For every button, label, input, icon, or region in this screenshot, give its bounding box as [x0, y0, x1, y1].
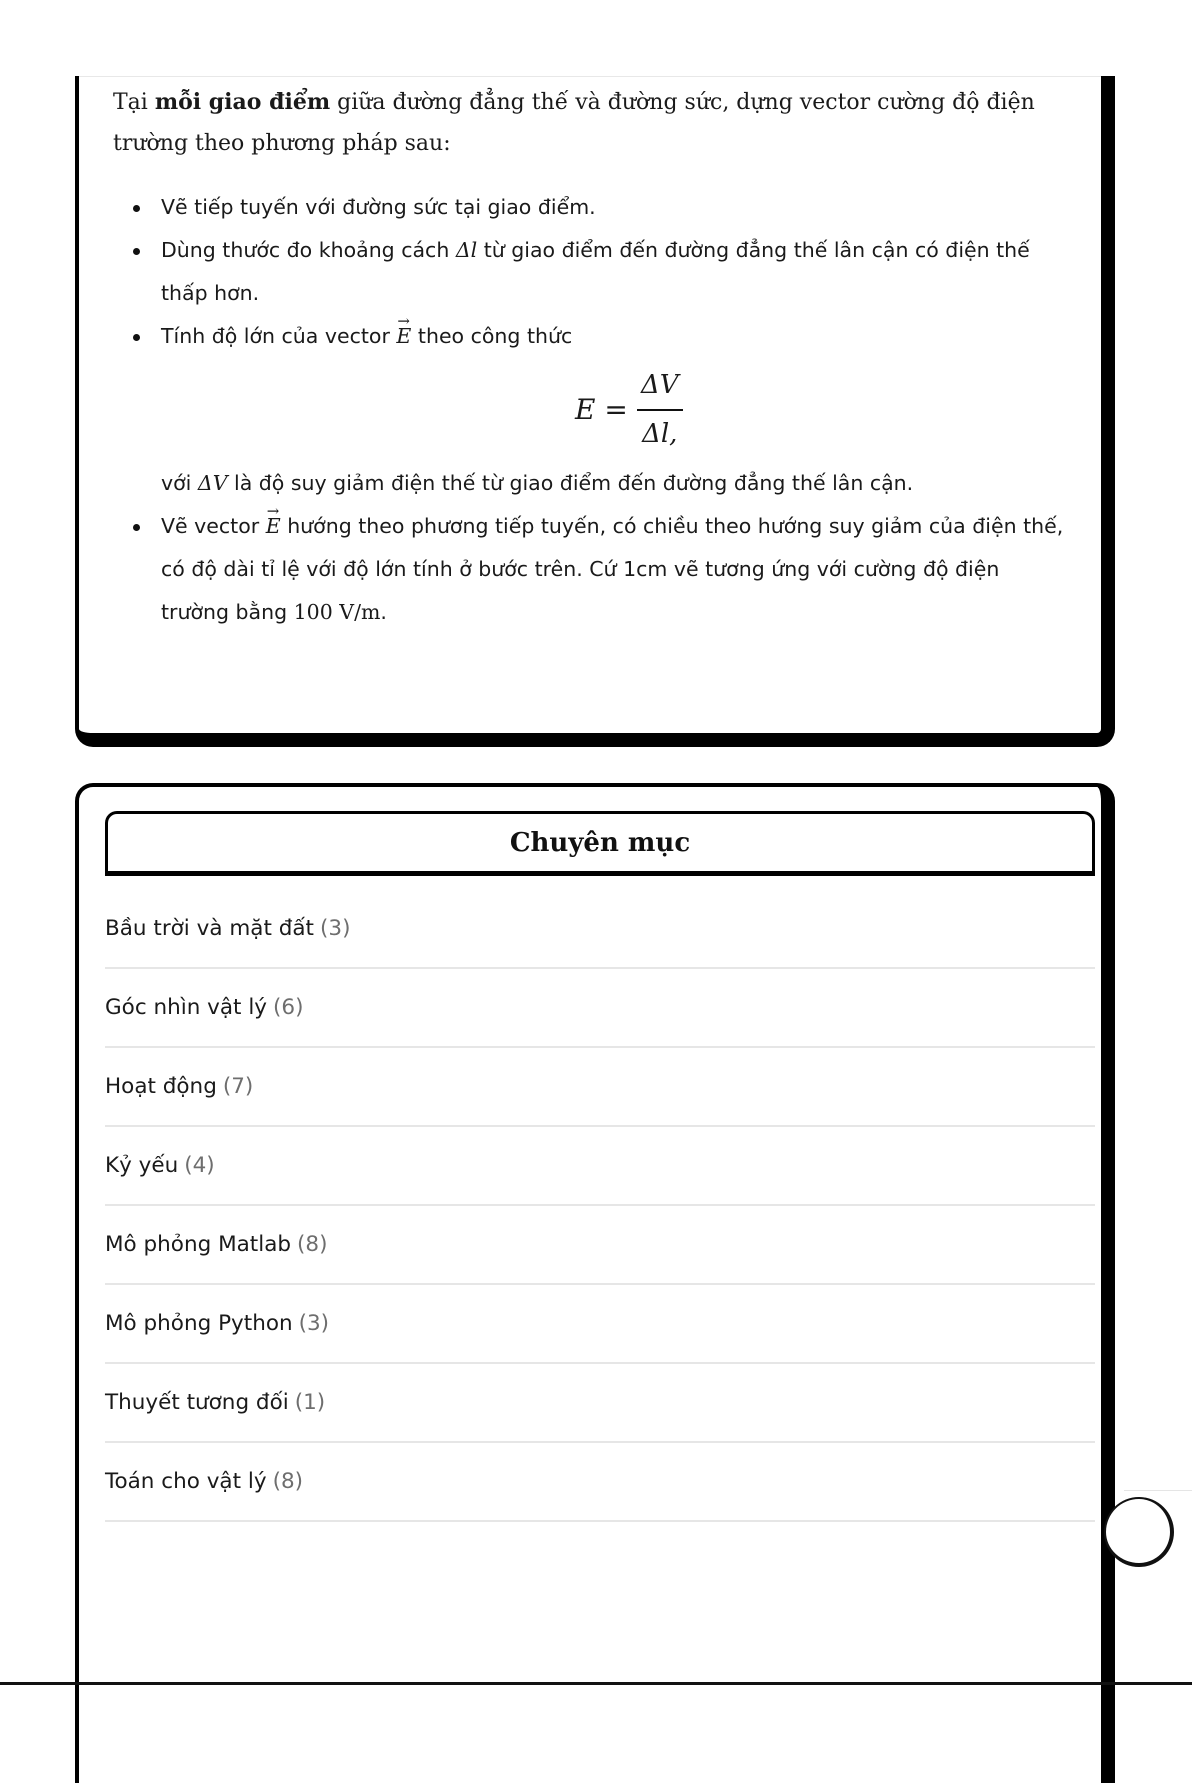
- intro-text-start: Tại: [113, 90, 155, 115]
- floating-button-divider: [1124, 1490, 1192, 1491]
- category-count: (7): [222, 1074, 254, 1099]
- category-item: [105, 1285, 1095, 1364]
- category-count: (3): [320, 916, 351, 941]
- step-item: [113, 229, 1073, 315]
- category-count: (8): [272, 1469, 304, 1494]
- category-list: [105, 890, 1095, 1522]
- widget-title: Chuyên mục: [105, 811, 1095, 876]
- math-vector-e: → E: [266, 505, 281, 548]
- category-count: (8): [297, 1232, 328, 1257]
- category-item: [105, 890, 1095, 969]
- article-card: [75, 76, 1115, 747]
- category-link[interactable]: Kỷ yếu: [105, 1153, 179, 1178]
- formula-lhs: E =: [575, 393, 628, 426]
- field-unit-value: 100 V/m: [293, 600, 381, 624]
- step-text: .: [380, 600, 387, 624]
- category-count: (6): [273, 995, 304, 1020]
- category-link[interactable]: Mô phỏng Matlab: [105, 1232, 292, 1257]
- category-item: [105, 1206, 1095, 1285]
- step-item: [113, 505, 1073, 634]
- category-item: [105, 1364, 1095, 1443]
- formula-fraction: [637, 364, 683, 456]
- category-item: [105, 1127, 1095, 1206]
- category-link[interactable]: Hoạt động: [105, 1074, 217, 1099]
- step-text: hướng theo phương tiếp tuyến, có chiều theo hướng suy giảm của điện thế, có độ dài tỉ lệ với độ lớn tính ở bước trên. Cứ 1cm vẽ tương ứng với cường độ điện trường bằng: [161, 514, 1064, 624]
- step-text: theo công thức: [411, 324, 573, 348]
- category-link[interactable]: Mô phỏng Python: [105, 1311, 293, 1336]
- step-text: Vẽ tiếp tuyến với đường sức tại giao điểm.: [161, 195, 596, 219]
- formula-denominator: Δl,: [642, 419, 678, 449]
- category-link[interactable]: Góc nhìn vật lý: [105, 995, 268, 1020]
- card-top-divider: [79, 76, 1101, 77]
- category-item: [105, 1443, 1095, 1522]
- formula-numerator: ΔV: [637, 364, 683, 411]
- category-item: [105, 969, 1095, 1048]
- category-link[interactable]: Bầu trời và mặt đất: [105, 916, 314, 941]
- explanation-text: với: [161, 471, 198, 495]
- category-count: (4): [184, 1153, 215, 1178]
- step-text: từ giao điểm đến đường đẳng thế lân cận có điện thế thấp hơn.: [161, 238, 1030, 305]
- bullet-icon: [133, 524, 140, 531]
- step-text: Dùng thước đo khoảng cách: [161, 238, 456, 262]
- step-item: [113, 315, 1073, 505]
- step-text: Vẽ vector: [161, 514, 266, 538]
- math-delta-l: Δl: [455, 238, 478, 262]
- category-count: (1): [294, 1390, 326, 1415]
- explanation-text: là độ suy giảm điện thế từ giao điểm đến đường đẳng thế lân cận.: [227, 471, 914, 495]
- steps-list: [113, 186, 1073, 634]
- category-link[interactable]: Toán cho vật lý: [105, 1469, 267, 1494]
- field-formula: [161, 364, 1073, 452]
- scroll-to-top-button[interactable]: [1104, 1497, 1174, 1567]
- intro-paragraph: [113, 82, 1073, 164]
- step-item: [113, 186, 1073, 229]
- bullet-icon: [133, 248, 140, 255]
- categories-widget: [75, 783, 1115, 1783]
- category-count: (3): [298, 1311, 330, 1336]
- step-text: Tính độ lớn của vector: [161, 324, 397, 348]
- bullet-icon: [133, 334, 140, 341]
- formula-explanation: [161, 462, 1073, 505]
- bullet-icon: [133, 205, 140, 212]
- intro-text-end: giữa đường đẳng thế và đường sức, dựng vector cường độ điện trường theo phương pháp sau:: [113, 90, 1035, 156]
- intro-bold-text: mỗi giao điểm: [154, 89, 331, 115]
- math-vector-e: → E: [396, 315, 411, 358]
- math-delta-v: ΔV: [197, 471, 228, 495]
- category-link[interactable]: Thuyết tương đối: [105, 1390, 289, 1415]
- category-item: [105, 1048, 1095, 1127]
